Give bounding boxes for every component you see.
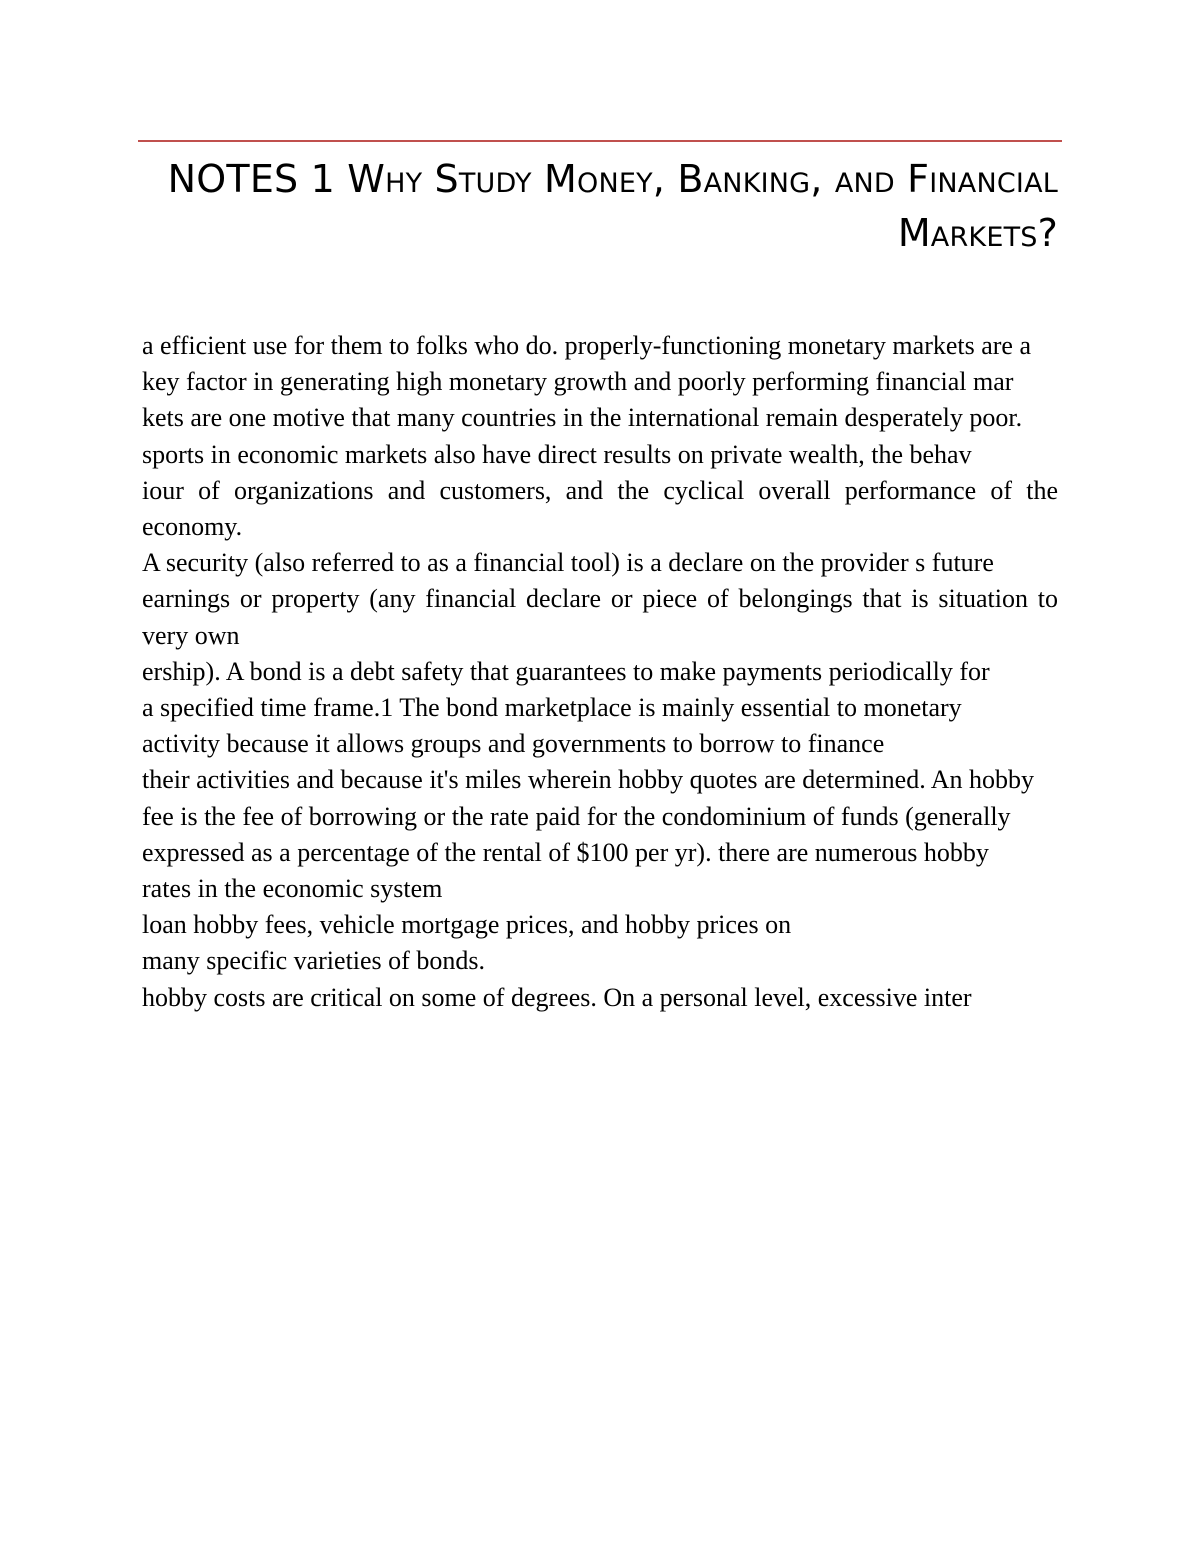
body-line: a specified time frame.1 The bond marketplace is mainly essential to monetary [142,693,962,723]
body-line: many specific varieties of bonds. [142,946,485,976]
body-line: loan hobby fees, vehicle mortgage prices, and hobby prices on [142,910,792,940]
body-line: their activities and because it's miles wherein hobby quotes are determined. An hobby [142,765,1035,795]
page-title [140,152,1058,260]
title-main: Why Study Money, Banking, and Financial Markets? [347,157,1058,255]
body-line: expressed as a percentage of the rental of $100 per yr). there are numerous hobby [142,837,989,867]
body-line: A security (also referred to as a financial tool) is a declare on the provider s future [142,548,994,578]
body-line: earnings or property (any financial declare or piece of belongings that is situation to very own [142,584,1058,650]
body-text [142,328,1058,1016]
title-lead: NOTES 1 [167,157,348,201]
body-line: activity because it allows groups and governments to borrow to finance [142,729,885,759]
body-line: rates in the economic system [142,874,443,904]
body-line: a efficient use for them to folks who do. properly-functioning monetary markets are a [142,331,1032,360]
body-line: iour of organizations and customers, and the cyclical overall performance of the economy. [142,475,1058,542]
body-line: kets are one motive that many countries in the international remain desperately poor. [142,403,1023,433]
body-line: ership). A bond is a debt safety that guarantees to make payments periodically for [142,656,990,686]
body-line: fee is the fee of borrowing or the rate paid for the condominium of funds (generally [142,801,1011,831]
body-line: key factor in generating high monetary growth and poorly performing financial mar [142,367,1014,397]
body-line: hobby costs are critical on some of degrees. On a personal level, excessive inter [142,982,972,1012]
title-rule [138,140,1062,142]
body-line: sports in economic markets also have direct results on private wealth, the behav [142,439,972,469]
